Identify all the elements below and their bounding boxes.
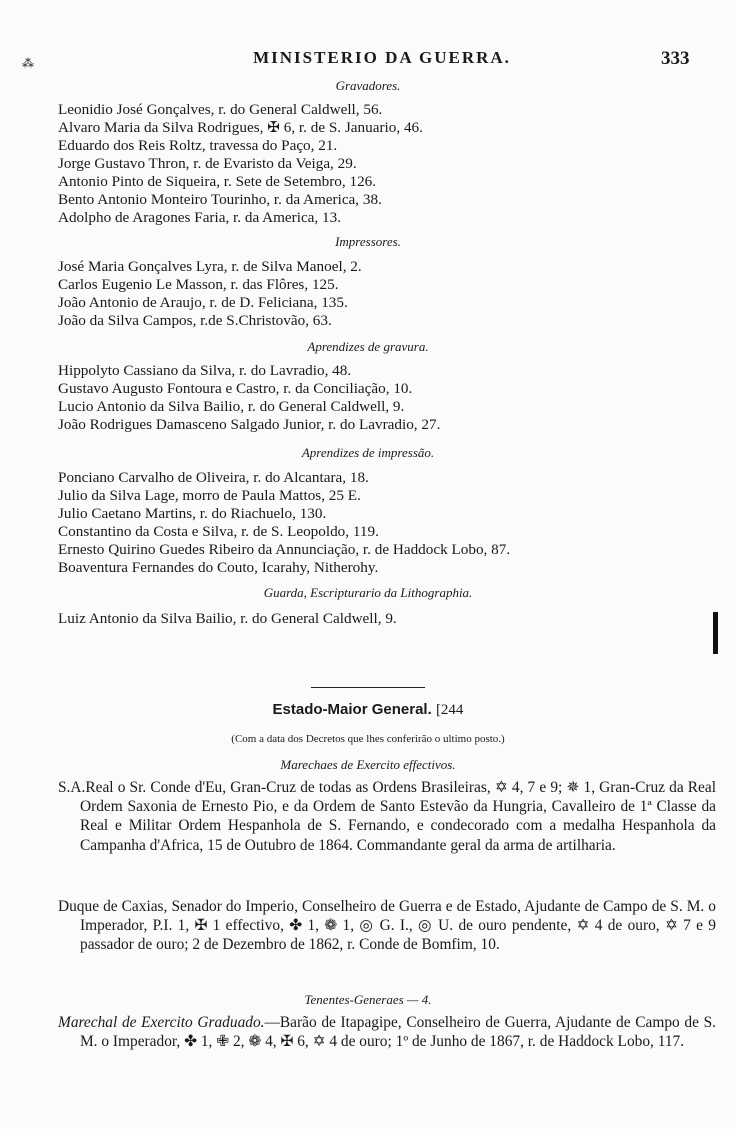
list-item: Eduardo dos Reis Roltz, travessa do Paço, 21.	[58, 137, 338, 154]
list-item: Constantino da Costa e Silva, r. de S. Leopoldo, 119.	[58, 523, 379, 540]
list-item: Alvaro Maria da Silva Rodrigues, ✠ 6, r. de S. Januario, 46.	[58, 119, 423, 136]
general-staff-note: (Com a data dos Decretos que lhes conferirão o ultimo posto.)	[231, 733, 505, 745]
section-heading-aprendizes-impressao: Aprendizes de impressão.	[301, 445, 435, 460]
running-title: MINISTERIO DA GUERRA.	[253, 48, 511, 67]
entry-body: —Barão de Itapagipe, Conselheiro de Guerra, Ajudante de Campo de S. M. o Imperador, ✤ 1, ✙ 2, ❁ 4, ✠ 6, ✡ 4 de ouro; 1º de Junho de 1867, r. de Haddock Lobo, 117.	[80, 1014, 717, 1051]
section-heading-impressores: Impressores.	[335, 234, 401, 249]
section-heading-guarda: Guarda, Escripturario da Lithographia.	[263, 585, 473, 600]
list-item: José Maria Gonçalves Lyra, r. de Silva Manoel, 2.	[58, 258, 362, 275]
list-item: João da Silva Campos, r.de S.Christovão, 63.	[58, 312, 332, 329]
list-item: Duque de Caxias, Senador do Imperio, Conselheiro de Guerra e de Estado, Ajudante de Campo de S. M. o Imperador, P.I. 1, ✠ 1 effectivo, ✤ 1, ❁ 1, ◎ G. I., ◎ U. de ouro pendente, ✡ 4 de ouro, ✡ 7 e 9 passador de ouro; 2 de Dezembro de 1862, r. Conde de Bomfim, 10.	[58, 898, 716, 954]
section-heading-aprendizes-gravura: Aprendizes de gravura.	[307, 339, 429, 354]
list-item: Leonidio José Gonçalves, r. do General Caldwell, 56.	[58, 101, 383, 118]
section-divider	[311, 687, 425, 688]
page-number: 333	[661, 48, 690, 69]
list-item: Jorge Gustavo Thron, r. de Evaristo da Veiga, 29.	[58, 155, 357, 172]
list-item: Julio Caetano Martins, r. do Riachuelo, 130.	[58, 505, 327, 522]
list-item	[58, 1013, 716, 1051]
list-item: Hippolyto Cassiano da Silva, r. do Lavradio, 48.	[58, 362, 352, 379]
list-item: Carlos Eugenio Le Masson, r. das Flôres, 125.	[58, 276, 339, 293]
general-staff-title-text: Estado-Maior General.	[272, 701, 432, 718]
list-item: Boaventura Fernandes do Couto, Icarahy, Nitherohy.	[58, 559, 379, 576]
list-item: Ernesto Quirino Guedes Ribeiro da Annunciação, r. de Haddock Lobo, 87.	[58, 541, 511, 558]
list-item: João Antonio de Araujo, r. de D. Feliciana, 135.	[58, 294, 348, 311]
section-heading-marechaes: Marechaes de Exercito effectivos.	[280, 757, 456, 772]
page-header	[0, 48, 736, 72]
list-item: Lucio Antonio da Silva Bailio, r. do General Caldwell, 9.	[58, 398, 405, 415]
margin-mark	[713, 612, 718, 654]
general-staff-number: [244	[435, 702, 464, 718]
list-item: João Rodrigues Damasceno Salgado Junior, r. do Lavradio, 27.	[58, 416, 441, 433]
list-item: Luiz Antonio da Silva Bailio, r. do General Caldwell, 9.	[58, 610, 397, 627]
list-item: S.A.Real o Sr. Conde d'Eu, Gran-Cruz de todas as Ordens Brasileiras, ✡ 4, 7 e 9; ✵ 1, Gran-Cruz da Real Ordem Saxonia de Ernesto Pio, e da Ordem de Santo Estevão da Hungria, Cavalleiro de 1ª Classe da Real e Militar Ordem Hespanhola de S. Fernando, e condecorado com a medalha Hespanhola da Campanha d'Africa, 15 de Outubro de 1864. Commandante geral da arma de artilharia.	[58, 779, 716, 854]
section-heading-gravadores: Gravadores.	[335, 78, 401, 93]
list-item: Adolpho de Aragones Faria, r. da America, 13.	[58, 209, 342, 226]
list-item: Gustavo Augusto Fontoura e Castro, r. da Conciliação, 10.	[58, 380, 413, 397]
section-heading-tenentes: Tenentes-Generaes — 4.	[304, 992, 432, 1007]
entry-lead: Marechal de Exercito Graduado.	[58, 1014, 265, 1031]
general-staff-title	[0, 701, 736, 719]
printer-mark-icon: ⁂	[22, 56, 34, 70]
list-item: Ponciano Carvalho de Oliveira, r. do Alcantara, 18.	[58, 469, 369, 486]
list-item: Bento Antonio Monteiro Tourinho, r. da America, 38.	[58, 191, 382, 208]
list-item: Julio da Silva Lage, morro de Paula Mattos, 25 E.	[58, 487, 361, 504]
list-item: Antonio Pinto de Siqueira, r. Sete de Setembro, 126.	[58, 173, 377, 190]
